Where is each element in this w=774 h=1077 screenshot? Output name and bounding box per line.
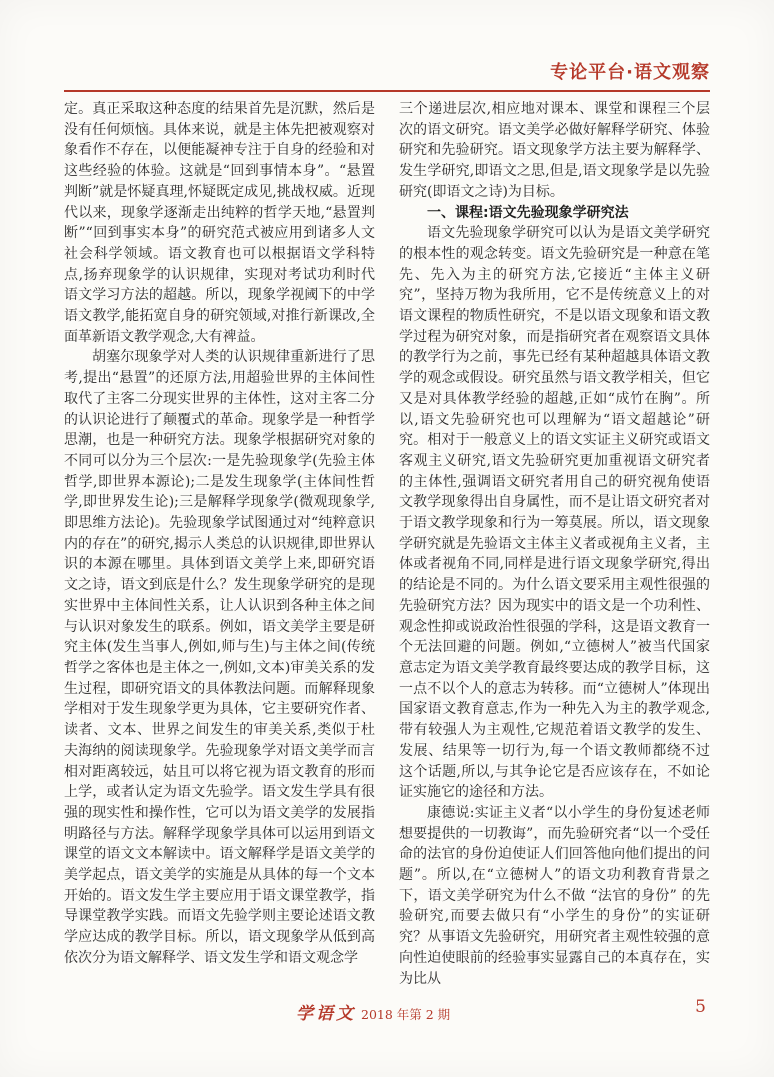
journal-issue: 2018 年第 2 期 [361,1007,451,1022]
page-footer [64,997,710,1027]
left-column [64,99,375,989]
paragraph: 康德说:实证主义者“以小学生的身份复述老师想要提供的一切教诲”，而先验研究者“以一个受任命的法官的身份迫使证人们回答他向他们提出的问题”。所以,在“立德树人”的语文功利教育背景之下，语文美学研究为什么不做 “法官的身份” 的先验研究,而要去做只有“小学生的身份”的实证研究？从事语文先验研究，用研究者主观性较强的意向性迫使眼前的经验事实显露自己的本真存在，实为比从 [399,804,710,987]
article-body [64,99,710,989]
paragraph: 语文先验现象学研究可以认为是语文美学研究的根本性的观念转变。语文先验研究是一种意在笔先、先入为主的研究方法,它接近“主体主义研究”，坚持万物为我所用，它不是传统意义上的对语文课程的物质性研究，不是以语文现象和语文教学过程为研究对象，而是指研究者在观察语文具体的教学行为之前，事先已经有某种超越具体语文教学的观念或假设。研究虽然与语文教学相关，但它又是对具体教学经验的超越,正如“成竹在胸”。所以,语文先验研究也可以理解为“语文超越论”研究。相对于一般意义上的语文实证主义研究或语文客观主义研究,语文先验研究更加重视语文研究者的主体性,强调语文研究者用自己的研究视角使语文教学现象得出自身属性，而不是让语文研究者对于语文教学现象和行为一筹莫展。所以，语文现象学研究就是先验语文主体主义者或视角主义者，主体或者视角不同,同样是进行语文现象学研究,得出的结论是不同的。为什么语文要采用主观性很强的先验研究方法？因为现实中的语文是一个功利性、观念性抑或说政治性很强的学科，这是语文教育一个无法回避的问题。例如,“立德树人”被当代国家意志定为语文美学教育最终要达成的教学目标，这一点不以个人的意志为转移。而“立德树人”体现出国家语文教育意志,作为一种先入为主的教学观念,带有较强人为主观性,它规范着语文教学的发生、发展、结果等一切行为,每一个语文教师都绕不过这个话题,所以,与其争论它是否应该存在，不如论证实施它的途径和方法。 [399,225,710,801]
page-number: 5 [695,997,706,1017]
header-rule [64,90,710,92]
footer-journal-info [296,999,450,1024]
paragraph-continuation: 定。真正采取这种态度的结果首先是沉默，然后是没有任何烦恼。具体来说，就是主体先把被观察对象看作不存在，以便能凝神专注于自身的经验和对这些经验的体验。这就是“回到事情本身”。“悬置判断”就是怀疑真理,怀疑既定成见,挑战权威。近现代以来，现象学逐渐走出纯粹的哲学天地,“悬置判断”“回到事实本身”的研究范式被应用到诸多人文社会科学领域。语文教育也可以根据语文学科特点,扬弃现象学的认识规律，实现对考试功利时代语文学习方法的超越。所以，现象学视阈下的中学语文教学,能拓宽自身的研究领域,对推行新课改,全面革新语文教学观念,大有禆益。 [64,101,375,345]
right-column [399,99,710,989]
paragraph: 胡塞尔现象学对人类的认识规律重新进行了思考,提出“悬置”的还原方法,用超验世界的主体间性取代了主客二分现实世界的主体性，这对主客二分的认识论进行了颠覆式的革命。现象学是一种哲学思潮，也是一种研究方法。现象学根据研究对象的不同可以分为三个层次:一是先验现象学(先验主体哲学,即世界本源论);二是发生现象学(主体间性哲学,即世界发生论);三是解释学现象学(微观现象学,即思维方法论)。先验现象学试图通过对“纯粹意识内的存在”的研究,揭示人类总的认识规律,即世界认识的本源在哪里。具体到语文美学上来,即研究语文之诗，语文到底是什么？发生现象学研究的是现实世界中主体间性关系，让人认识到各种主体之间与认识对象发生的联系。例如，语文美学主要是研究主体(发生当事人,例如,师与生)与主体之间(传统哲学之客体也是主体之一,例如,文本)审美关系的发生过程，即研究语文的具体教法问题。而解释现象学相对于发生现象学更为具体，它主要研究作者、读者、文本、世界之间发生的审美关系,类似于杜夫海纳的阅读现象学。先验现象学对语文美学而言相对距离较远，姑且可以将它视为语文教育的形而上学，或者认定为语文先验学。语文发生学具有很强的现实性和操作性，它可以为语文美学的发展指明路径与方法。解释学现象学具体可以运用到语文课堂的语文文本解读中。语文解释学是语文美学的美学起点，语文美学的实施是从具体的每一个文本开始的。语文发生学主要应用于语文课堂教学，指导课堂教学实践。而语文先验学则主要论述语文教学应达成的教学目标。所以，语文现象学从低到高依次分为语文解释学、语文发生学和语文观念学 [64,349,375,966]
section-title: 专论平台·语文观察 [550,62,710,83]
journal-name: 学语文 [296,1004,356,1024]
page-header [64,58,710,84]
page-content-area [64,0,710,1077]
section-heading: 一、课程:语文先验现象学研究法 [427,204,629,221]
paragraph-continuation: 三个递进层次,相应地对课本、课堂和课程三个层次的语文研究。语文美学必做好解释学研究、体验研究和先验研究。语文现象学方法主要为解释学、发生学研究,即语文之思,但是,语文现象学是以先验研究(即语文之诗)为目标。 [399,101,710,200]
